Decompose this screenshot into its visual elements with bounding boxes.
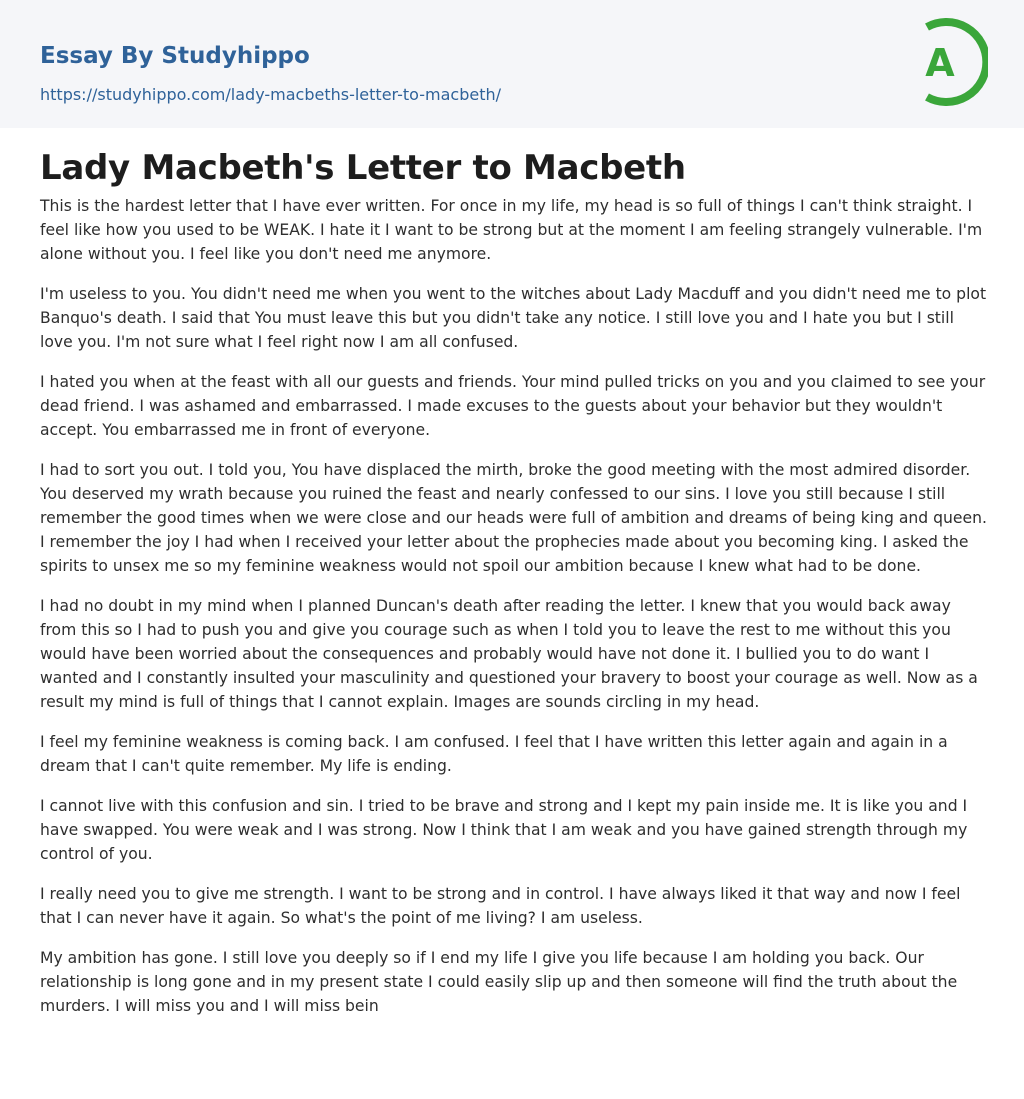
essay-paragraph: I really need you to give me strength. I want to be strong and in control. I have always liked it that way and now I feel that I can never have it again. So what's the point of me living? I am useless. <box>40 885 961 927</box>
essay-paragraph: I cannot live with this confusion and sin. I tried to be brave and strong and I kept my pain inside me. It is like you and I have swapped. You were weak and I was strong. Now I think that I am weak and you have gained strength through my control of you. <box>40 797 968 863</box>
logo-letter: A <box>925 41 955 85</box>
studyhippo-logo-icon[interactable] <box>912 18 988 106</box>
essay-paragraph: I feel my feminine weakness is coming back. I am confused. I feel that I have written this letter again and again in a dream that I can't quite remember. My life is ending. <box>40 733 948 775</box>
essay-paragraph: I hated you when at the feast with all our guests and friends. Your mind pulled tricks on you and you claimed to see your dead friend. I was ashamed and embarrassed. I made excuses to the guests about your behavior but they wouldn't accept. You embarrassed me in front of everyone. <box>40 373 986 439</box>
essay-title: Lady Macbeth's Letter to Macbeth <box>40 148 686 188</box>
essay-paragraph: My ambition has gone. I still love you deeply so if I end my life I give you life because I am holding you back. Our relationship is long gone and in my present state I could easily slip up and then someone will find the truth about the murders. I will miss you and I will miss bein <box>40 949 958 1015</box>
essay-content <box>40 147 988 1034</box>
essay-paragraph: I had to sort you out. I told you, You have displaced the mirth, broke the good meeting with the most admired disorder. You deserved my wrath because you ruined the feast and nearly confessed to our sins. I love you still because I still remember the good times when we were close and our heads were full of ambition and dreams of being king and queen. I remember the joy I had when I received your letter about the prophecies made about you becoming king. I asked the spirits to unsex me so my feminine weakness would not spoil our ambition because I knew what had to be done. <box>40 461 987 575</box>
essay-paragraph: This is the hardest letter that I have ever written. For once in my life, my head is so full of things I can't think straight. I feel like how you used to be WEAK. I hate it I want to be strong but at the moment I am feeling strangely vulnerable. I'm alone without you. I feel like you don't need me anymore. <box>40 197 983 263</box>
source-url-link[interactable]: https://studyhippo.com/lady-macbeths-letter-to-macbeth/ <box>40 85 501 104</box>
essay-paragraph: I had no doubt in my mind when I planned Duncan's death after reading the letter. I knew that you would back away from this so I had to push you and give you courage such as when I told you to leave the rest to me without this you would have been worried about the consequences and probably would have not done it. I bullied you to do want I wanted and I constantly insulted your masculinity and questioned your bravery to boost your courage as well. Now as a result my mind is full of things that I cannot explain. Images are sounds circling in my head. <box>40 597 978 711</box>
page-header <box>0 0 1024 128</box>
essay-paragraph: I'm useless to you. You didn't need me when you went to the witches about Lady Macduff and you didn't need me to plot Banquo's death. I said that You must leave this but you didn't take any notice. I still love you and I hate you but I still love you. I'm not sure what I feel right now I am all confused. <box>40 285 987 351</box>
brand-title[interactable]: Essay By Studyhippo <box>40 43 310 69</box>
